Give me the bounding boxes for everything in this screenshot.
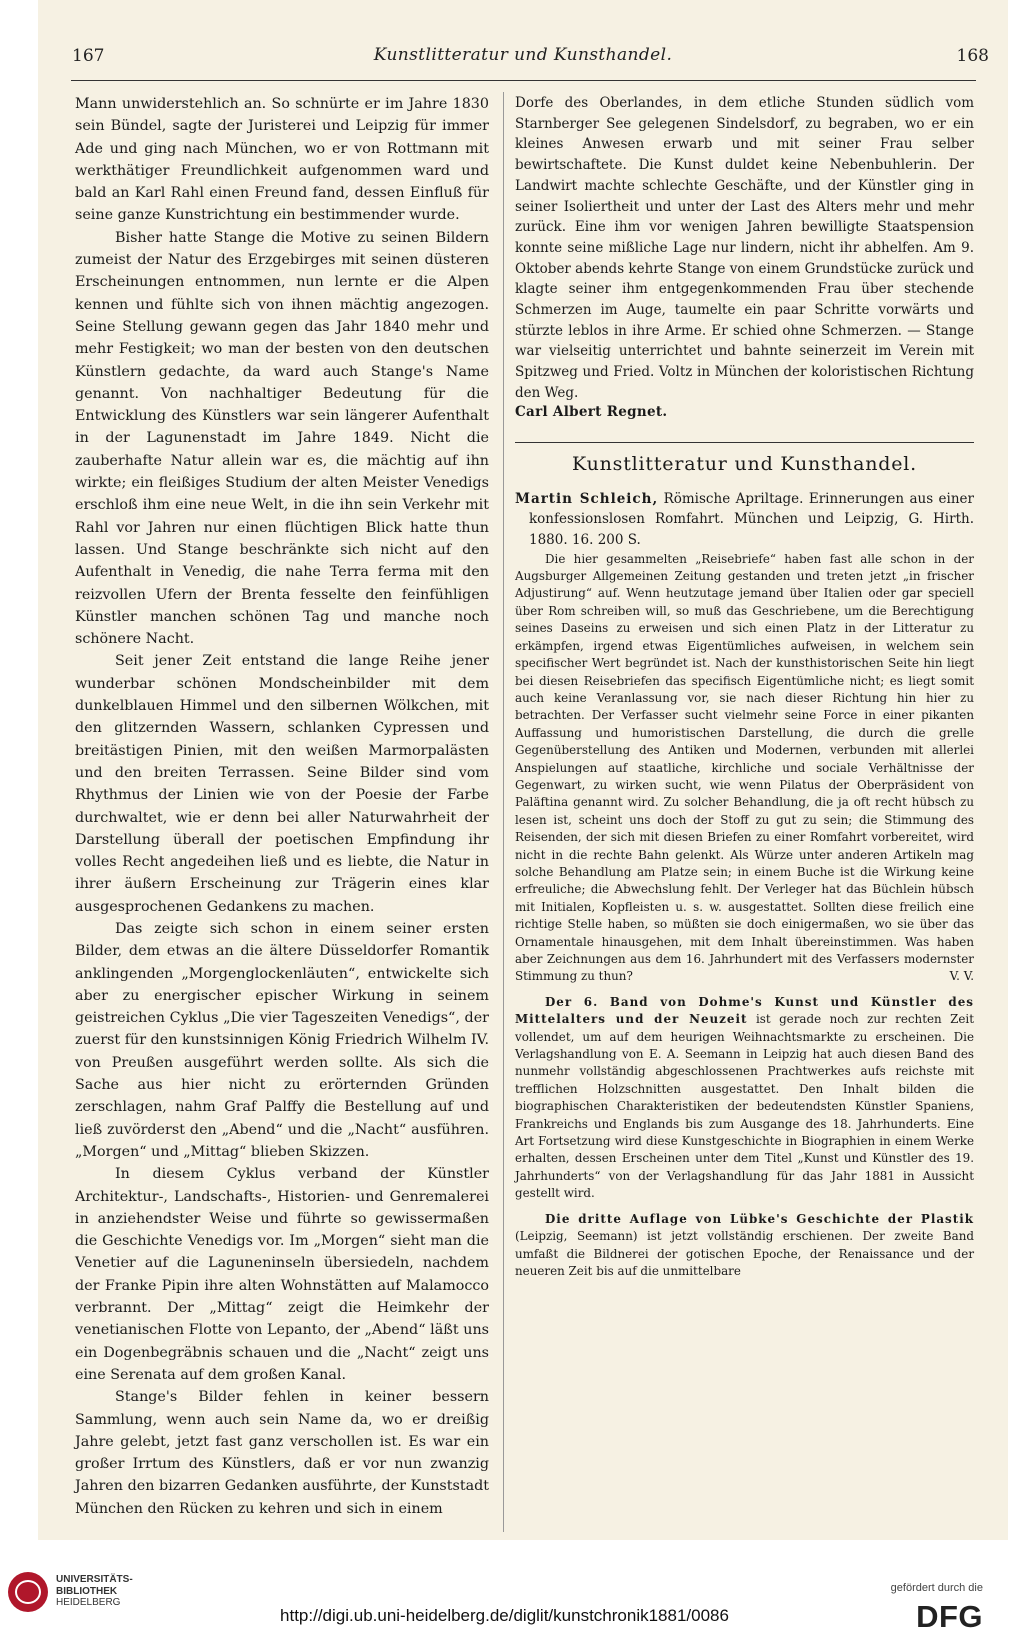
right-column — [515, 93, 974, 1280]
review-author: Martin Schleich, — [515, 490, 659, 507]
review-signature: V. V. — [949, 969, 974, 984]
page-number-right: 168 — [956, 46, 989, 66]
viewer-footer — [0, 1542, 1009, 1634]
review-heading — [515, 489, 974, 551]
review-title: Römische Apriltage. Erinnerungen aus einer konfessionslosen Romfahrt. München und Leipzig, G. Hirth. 1880. 16. 200 S. — [529, 490, 974, 548]
paragraph: Stange's Bilder fehlen in keiner bessern Sammlung, wenn auch sein Name da, wo er dreißig Jahre gelebt, jetzt fast ganz verschollen ist. Es war ein großer Irrtum des Künstlers, daß er vor nun zwanzig Jahren den bizarren Gedanken ausführte, der Kunststadt München den Rücken zu kehren und sich in einem — [75, 1389, 489, 1517]
review-body — [515, 551, 974, 986]
left-column — [75, 93, 489, 1520]
paragraph: In diesem Cyklus verband der Künstler Architektur-, Landschafts-, Historien- und Genremalerei in anziehendster Weise und führte so gewissermaßen die Geschichte Venedigs vor. Im „Morgen“ sieht man die Venetier auf die Laguneninseln übersiedeln, nachdem der Franke Pipin ihre alten Wohnstätten auf Malamocco verbrannt. Der „Mittag“ zeigt die Heimkehr der venetianischen Flotte von Lepanto, der „Abend“ läßt uns ein Dogenbegräbnis schauen und die „Nacht“ zeigt uns eine Serenata auf dem großen Kanal. — [75, 1166, 489, 1383]
paragraph: Das zeigte sich schon in einem seiner ersten Bilder, dem etwas an die ältere Düsseldorfer Romantik anklingenden „Morgenglockenläuten“, entwickelte sich aber zu energischer epischer Wirkung in seinem geistreichen Cyklus „Die vier Tageszeiten Venedigs“, der zuerst für den kunstsinnigen König Friedrich Wilhelm IV. von Preußen ausgeführt werden sollte. Als sich die Sache aus hier nicht zu erörternden Gründen zerschlagen, nahm Graf Palffy die Bestellung auf und ließ zuvörderst den „Abend“ und die „Nacht“ ausführen. „Morgen“ und „Mittag“ blieben Skizzen. — [75, 920, 489, 1160]
page-number-left: 167 — [72, 46, 105, 66]
header-rule — [71, 80, 976, 81]
column-separator — [503, 92, 504, 1532]
review-body — [515, 994, 974, 1203]
page-header — [38, 0, 1008, 86]
paragraph: Mann unwiderstehlich an. So schnürte er im Jahre 1830 sein Bündel, sagte der Juristerei und Leipzig für immer Ade und ging nach München, wo er von Rottmann mit werkthätiger Freundlichkeit aufgenommen ward und bald an Karl Rahl einen Freund fand, dessen Einfluß für seine ganze Kunstrichtung ein bestimmender wurde. — [75, 96, 489, 224]
review-text: Die hier gesammelten „Reisebriefe“ haben fast alle schon in der Augsburger Allgemeinen Zeitung gestanden und treten jetzt „in frischer Adjustirung“ auf. Wenn heutzutage jemand über Italien oder gar speciell über Rom schreiben will, so muß das Geschriebene, um die Berechtigung seines Daseins zu erweisen und sich einen Platz in der Litteratur zu erkämpfen, irgend etwas Eigentümliches aufweisen, in welchem sein specifischer Wert begründet ist. Nach der kunsthistorischen Seite hin liegt bei diesen Reisebriefen das specifisch Eigentümliche nicht; es liegt somit auch keine Veranlassung vor, sie nach dieser Richtung hin hier zu betrachten. Der Verfasser sucht vielmehr seine Force in einer pikanten Auffassung und humoristischen Darstellung, die durch die grelle Gegenüberstellung des Antiken und Modernen, verbunden mit allerlei Anspielungen auf staatliche, kirchliche und sociale Verhältnisse der Gegenwart, zu wirken sucht, wie wenn Pilatus der Oberpräsident von Paläftina genannt wird. Zu solcher Behandlung, die ja oft recht hübsch zu lesen ist, scheint uns doch der Stoff zu gut zu sein; die Stimmung des Reisenden, der sich mit diesen Briefen zu einer Romfahrt vorbereitet, wird nicht in die rechte Bahn gelenkt. Als Würze unter anderen Artikeln mag solche Behandlung am Platze sein; in einem Buche ist die Wirkung keine erfreuliche; die Abwechslung fehlt. Der Verleger hat das Büchlein hübsch mit Initialen, Kopfleisten u. s. w. ausgestattet. Sollten diese freilich eine richtige Stelle haben, so müßten sie doch einigermaßen, wo sie über das Ornamentale hinausgehen, mit dem Inhalt übereinstimmen. Was haben aber Zeichnungen aus dem 16. Jahrhundert mit des Verfassers modernster Stimmung zu thun? — [515, 551, 974, 984]
review-heading: Der 6. Band von Dohme's Kunst und Künstler des Mittelalters und der Neuzeit — [515, 994, 974, 1027]
review-heading: Die dritte Auflage von Lübke's Geschichte der Plastik — [545, 1211, 974, 1226]
paragraph: Bisher hatte Stange die Motive zu seinen Bildern zumeist der Natur des Erzgebirges mit seinen düsteren Erscheinungen entnommen, nun lernte er die Alpen kennen und fühlte sich von ihnen mächtig angezogen. Seine Stellung gewann gegen das Jahr 1840 mehr und mehr Festigkeit; wo man der besten von den deutschen Künstlern gedachte, da ward auch Stange's Name genannt. Von nachhaltiger Bedeutung für die Entwicklung des Künstlers war sein längerer Aufenthalt in der Lagunenstadt im Jahre 1849. Nicht die zauberhafte Natur allein war es, die mächtig auf ihn wirkte; ein fleißiges Studium der alten Meister Venedigs erschloß ihm eine neue Welt, in die ihn sein Verkehr mit Rahl vor Jahren nur einen flüchtigen Blick hatte thun lassen. Und Stange beschränkte sich nicht auf den Aufenthalt in Venedig, die nahe Terra ferma mit den reizvollen Ufern der Brenta fesselte den feinfühligen Künstler manchen schönen Tag und manche noch schönere Nacht. — [75, 229, 489, 648]
review-text: (Leipzig, Seemann) ist jetzt vollständig erschienen. Der zweite Band umfaßt die Bildnerei der gotischen Epoche, der Renaissance und der neueren Zeit bis auf die unmittelbare — [515, 1229, 974, 1278]
library-name: UNIVERSITÄTS- BIBLIOTHEK HEIDELBERG — [56, 1574, 133, 1608]
paragraph: Dorfe des Oberlandes, in dem etliche Stunden südlich vom Starnberger See gelegenen Sindelsdorf, zu begraben, wo er ein kleines Anwesen erwarb und mit seiner Frau selber bewirtschaftete. Die Kunst duldet keine Nebenbuhlerin. Der Landwirt machte schlechte Geschäfte, und der Künstler ging in seiner Isoliertheit und unter der Last des Alters mehr und mehr zurück. Eine ihm vor wenigen Jahren bewilligte Staatspension konnte seine mißliche Lage nur lindern, nicht ihr abhelfen. Am 9. Oktober abends kehrte Stange von einem Grundstücke zurück und klagte seiner ihm entgegenkommenden Frau über stechende Schmerzen im Auge, taumelte ein paar Schritte vorwärts und stürzte leblos in ihre Arme. Er schied ohne Schmerzen. — Stange war vielseitig unterrichtet und bahnte seinerzeit im Verein mit Spitzweg und Fried. Voltz in München der koloristischen Richtung den Weg. — [515, 95, 974, 401]
funding-note: gefördert durch die — [890, 1582, 983, 1594]
review-body — [515, 1211, 974, 1281]
paragraph: Seit jener Zeit entstand die lange Reihe jener wunderbar schönen Mondscheinbilder mit dem dunkelblauen Himmel und den silbernen Wölkchen, mit den glitzernden Wassern, schlanken Cypressen und breitästigen Pinien, mit den weißen Marmorpalästen und den breiten Terrassen. Seine Bilder sind vom Rhythmus der Linien wie von der Poesie der Farbe durchwaltet, wie er denn bei aller Naturwahrheit der Darstellung überall der poetischen Empfindung ihr volles Recht angedeihen ließ und es liebte, die Natur in ihrer äußern Erscheinung zur Trägerin eines klar ausgesprochenen Gedankens zu machen. — [75, 653, 489, 915]
running-title: Kunstlitteratur und Kunsthandel. — [373, 45, 673, 65]
source-url-link[interactable]: http://digi.ub.uni-heidelberg.de/diglit/kunstchronik1881/0086 — [280, 1606, 729, 1625]
dfg-logo[interactable]: DFG — [916, 1599, 983, 1634]
scanned-page — [38, 0, 1008, 1540]
review-text: ist gerade noch zur rechten Zeit vollendet, um auf dem heurigen Weihnachtsmarkte zu erscheinen. Die Verlagshandlung von E. A. Seemann in Leipzig hat auch diesen Band des nunmehr vollständig abgeschlossenen Prachtwerkes aufs reichste mit trefflichen Holzschnitten ausgestattet. Den Inhalt bilden die biographischen Charakteristiken der bedeutendsten Künstler Spaniens, Frankreichs und Englands bis zum Ausgange des 18. Jahrhunderts. Eine Art Fortsetzung wird diese Kunstgeschichte in Biographien in einem Werke erhalten, dessen Erscheinen unter dem Titel „Kunst und Künstler des 19. Jahrhunderts“ von der Verlagshandlung für das Jahr 1881 in Aussicht gestellt wird. — [515, 1012, 974, 1201]
section-rule — [515, 442, 974, 443]
section-title: Kunstlitteratur und Kunsthandel. — [572, 452, 917, 475]
author-signature: Carl Albert Regnet. — [515, 403, 668, 420]
